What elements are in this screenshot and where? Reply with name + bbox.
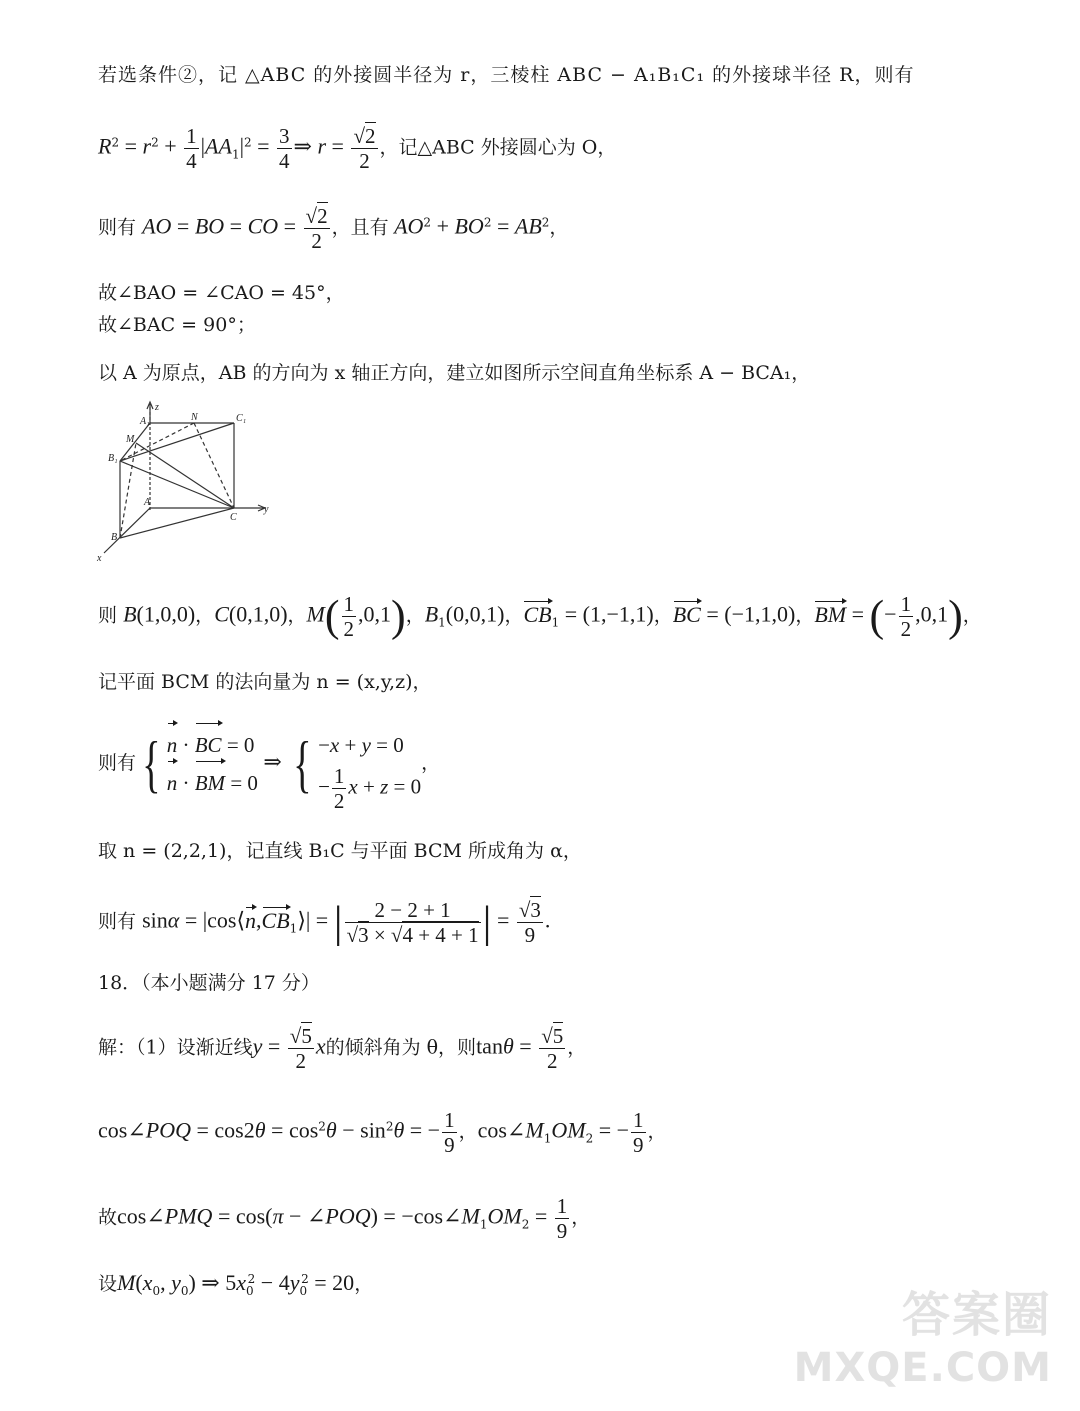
text-line-9-prefix: 则有 <box>98 752 137 774</box>
figure-label-z: z <box>155 402 159 413</box>
figure-label-n: N <box>191 412 198 423</box>
figure-label-y: y <box>264 504 269 515</box>
text-line-4: 故∠BAO = ∠CAO = 45°， <box>98 282 345 304</box>
formula-line-7: 则 B(1,0,0)，C(0,1,0)，M( $\frac{1}{2}$ ,0,1)，$B_1(0,0,1)$，$CB_1 = (1,-1,1)$，BC = (−1,1,0)，BM = (− $\frac{1}{2}$ ,0,1)， <box>98 591 982 642</box>
figure-label-x: x <box>97 553 102 564</box>
text-line-10: 取 n = (2,2,1)，记直线 B₁C 与平面 BCM 所成角为 α， <box>98 840 582 862</box>
figure-label-a1: A₁ <box>140 416 150 427</box>
text-line-2-tail: ，记△ABC 外接圆心为 O， <box>379 136 617 159</box>
text-line-11-prefix: 则有 <box>98 910 137 933</box>
formula-line-15: 故cos∠PMQ = cos(π − ∠POQ) = $-\cos\angle M_1OM_2$ = $\frac{1}{9}$ ， <box>98 1194 591 1244</box>
figure-label-m: M <box>126 434 135 445</box>
figure-label-a: A <box>144 497 151 508</box>
watermark <box>794 1276 1052 1391</box>
prism-coordinate-figure <box>92 398 282 566</box>
text-line-16-prefix: 设 <box>98 1273 118 1295</box>
formula-line-14: cos∠POQ = $\cos 2\theta = \cos^2\theta - \sin^2\theta$ = − $\frac{1}{9}$ ，$\cos\angle M_1OM_2$ = − $\frac{1}{9}$ ， <box>98 1108 667 1158</box>
watermark-cn: 答案圈 <box>901 1287 1052 1343</box>
question-18-heading: 18．（本小题满分 17 分） <box>98 972 320 994</box>
watermark-en: MXQE.COM <box>793 1345 1052 1391</box>
formula-line-13: 解：（1）设渐近线y = $\frac{√5}{2}$ x的倾斜角为 θ，则tanθ = $\frac{√5}{2}$ ， <box>98 1024 587 1074</box>
text-line-13-prefix: 解：（1）设渐近线 <box>98 1036 253 1059</box>
text-line-6: 以 A 为原点，AB 的方向为 x 轴正方向，建立如图所示空间直角坐标系 A − BCA₁， <box>98 362 811 384</box>
text-line-15-prefix: 故 <box>98 1206 118 1229</box>
figure-label-c: C <box>230 512 237 523</box>
text-line-13-mid: 的倾斜角为 θ，则 <box>325 1036 477 1059</box>
formula-line-9: 则有{ n · BC = 0 n · BM = 0 ⇒ { −x + y = 0 − $\frac{1}{2}$ x + z = 0 ， <box>98 728 441 814</box>
figure-label-c1: C₁ <box>236 413 247 424</box>
formula-line-16: 设$M(x_0$, $y_0$) ⇒ $5x_0^2 - 4y_0^2 = 20$， <box>98 1270 374 1298</box>
formula-line-2: $R^2 = r^2$ + $\frac{1}{4}$ $|AA_1|^2$ = $\frac{3}{4}$ ⇒ r = $\frac{√2}{2}$ ，记△ABC 外接圆心为 O， <box>98 124 617 174</box>
formula-line-3: 则有 AO = BO = CO = $\frac{√2}{2}$ ，且有 $AO^2 + BO^2 = AB^2$， <box>98 204 569 254</box>
text-line-7-prefix: 则 <box>98 604 118 627</box>
text-line-1: 若选条件②，记 △ABC 的外接圆半径为 r，三棱柱 ABC − A₁B₁C₁ 的外接球半径 R，则有 <box>98 64 915 86</box>
figure-label-b1: B₁ <box>108 453 118 464</box>
text-line-5: 故∠BAC = 90°； <box>98 314 256 336</box>
text-line-3-mid: ，且有 <box>331 216 389 239</box>
text-line-3-prefix: 则有 <box>98 216 137 239</box>
formula-line-11: 则有 $\sin\alpha = |\cos⟨n,CB_1⟩|$ = | $\frac{2 - 2 + 1}{√3 \times √4 + 4 + 1}$ | = $\frac{√3}{9}$ . <box>98 897 551 948</box>
text-line-8: 记平面 BCM 的法向量为 n = (x,y,z)， <box>98 671 432 693</box>
figure-label-b: B <box>111 532 118 543</box>
